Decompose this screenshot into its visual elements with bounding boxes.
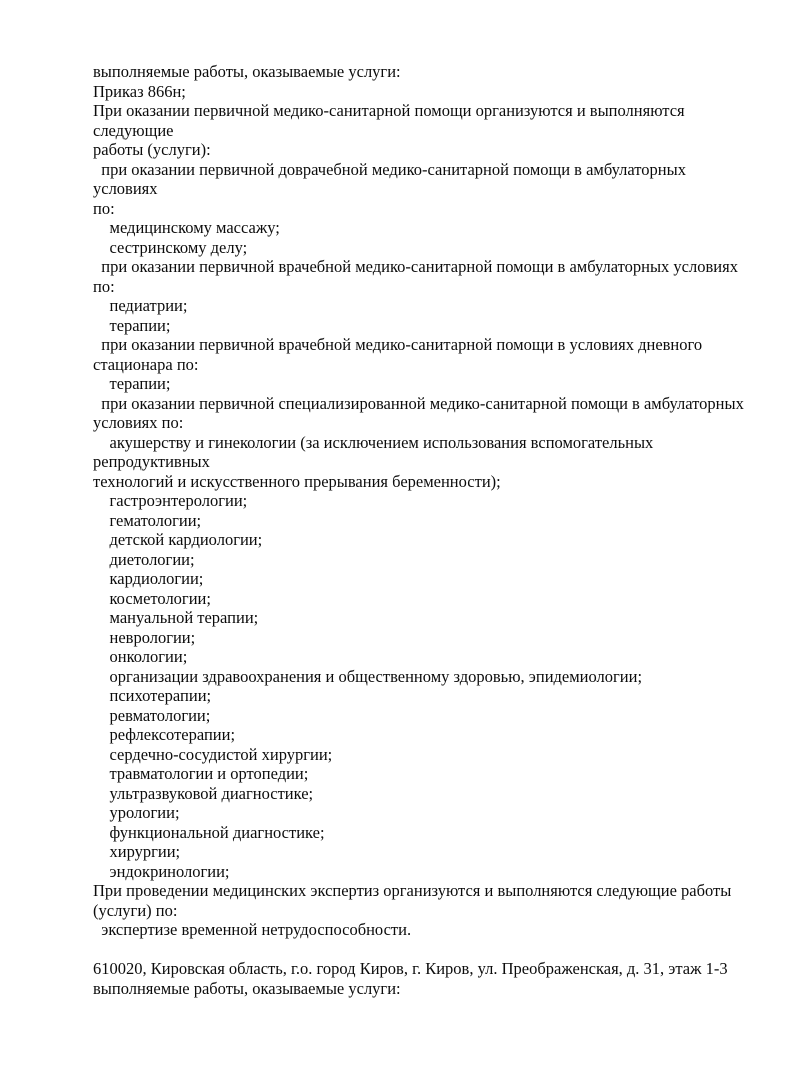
- text-line: 610020, Кировская область, г.о. город Киров, г. Киров, ул. Преображенская, д. 31, этаж 1-3: [93, 959, 728, 978]
- text-line: организации здравоохранения и общественному здоровью, эпидемиологии;: [93, 666, 643, 686]
- text-line: экспертизе временной нетрудоспособности.: [93, 920, 412, 939]
- text-line: медицинскому массажу;: [93, 218, 280, 237]
- text-line: эндокринологии;: [93, 861, 230, 881]
- text-line: педиатрии;: [93, 296, 188, 315]
- text-line: технологий и искусственного прерывания беременности);: [93, 471, 501, 491]
- text-line: мануальной терапии;: [93, 608, 259, 627]
- text-line: сердечно-сосудистой хирургии;: [93, 744, 333, 764]
- text-line: по:: [93, 198, 115, 218]
- text-line: При оказании первичной медико-санитарной помощи организуются и выполняются следующие: [93, 101, 689, 140]
- text-line: [93, 940, 753, 960]
- text-line: при оказании первичной врачебной медико-санитарной помощи в условиях дневного: [93, 335, 703, 354]
- text-line: условиях по:: [93, 413, 184, 432]
- text-line: при оказании первичной специализированной медико-санитарной помощи в амбулаторных: [93, 393, 744, 413]
- text-line: стационара по:: [93, 354, 199, 374]
- text-line: урологии;: [93, 803, 180, 822]
- text-line: рефлексотерапии;: [93, 725, 236, 744]
- text-line: хирургии;: [93, 842, 181, 861]
- text-line: При проведении медицинских экспертиз организуются и выполняются следующие работы: [93, 881, 732, 900]
- text-line: работы (услуги):: [93, 140, 211, 159]
- text-line: терапии;: [93, 374, 171, 393]
- text-line: выполняемые работы, оказываемые услуги:: [93, 978, 401, 998]
- text-line: сестринскому делу;: [93, 237, 248, 257]
- text-line: терапии;: [93, 315, 171, 335]
- text-line: гематологии;: [93, 510, 202, 530]
- text-line: выполняемые работы, оказываемые услуги:: [93, 62, 401, 81]
- text-line: Приказ 866н;: [93, 81, 186, 101]
- text-line: диетологии;: [93, 549, 195, 569]
- text-line: кардиологии;: [93, 569, 204, 588]
- text-line: (услуги) по:: [93, 900, 178, 920]
- text-line: психотерапии;: [93, 686, 212, 705]
- text-line: при оказании первичной доврачебной медико-санитарной помощи в амбулаторных условиях: [93, 159, 691, 198]
- text-line: ревматологии;: [93, 705, 211, 725]
- text-line: ультразвуковой диагностике;: [93, 783, 314, 803]
- text-line: косметологии;: [93, 588, 211, 608]
- text-line: функциональной диагностике;: [93, 822, 325, 842]
- text-line: онкологии;: [93, 647, 188, 666]
- text-line: гастроэнтерологии;: [93, 491, 248, 510]
- text-line: детской кардиологии;: [93, 530, 263, 549]
- license-services-text: [93, 62, 753, 998]
- text-line: акушерству и гинекологии (за исключением использования вспомогательных репродуктивных: [93, 432, 658, 471]
- text-line: травматологии и ортопедии;: [93, 764, 309, 783]
- text-line: неврологии;: [93, 627, 196, 647]
- text-line: при оказании первичной врачебной медико-санитарной помощи в амбулаторных условиях по:: [93, 257, 743, 296]
